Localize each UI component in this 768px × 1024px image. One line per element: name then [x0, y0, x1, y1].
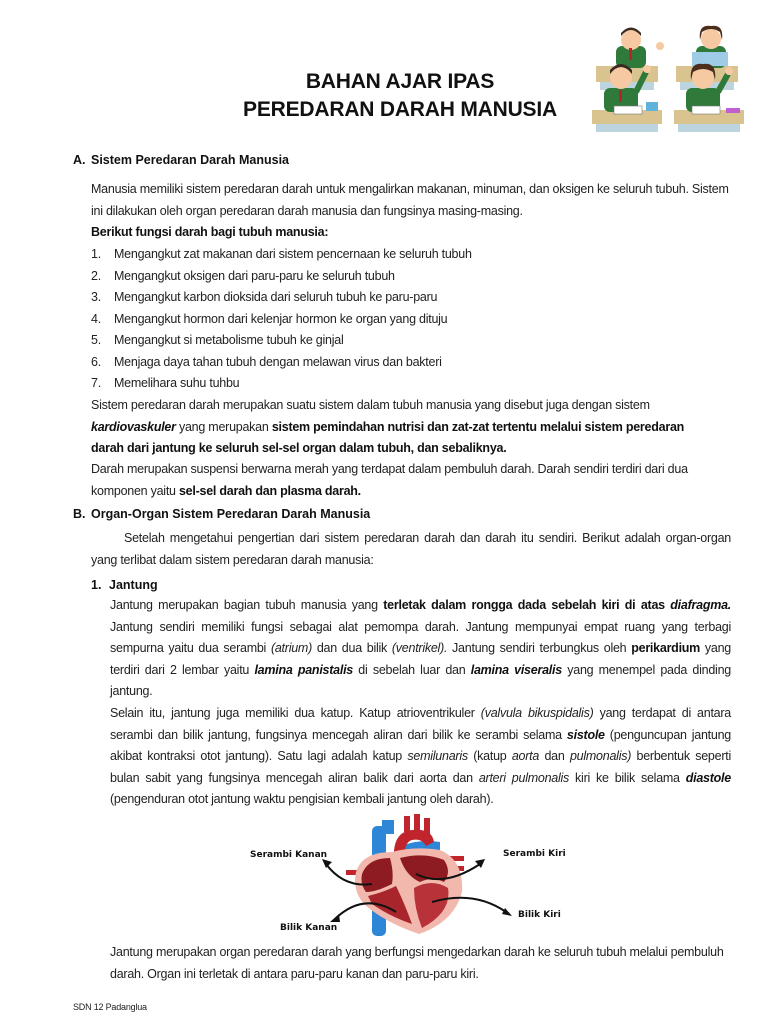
section-b-marker: B.	[73, 507, 86, 521]
functions-label: Berikut fungsi darah bagi tubuh manusia:	[91, 225, 329, 239]
section-a-heading	[73, 152, 289, 168]
heart-description-paragraph: Jantung merupakan bagian tubuh manusia yang terletak dalam rongga dada sebelah kiri di atas diafragma. Jantung sendiri memiliki fungsi sebagai alat pemompa darah. Jantung mempunyai empat ruang yang terbagi sempurna yaitu dua serambi (atrium) dan dua bilik (ventrikel). Jantung sendiri terbungkus oleh perikardium yang terdiri dari 2 lembar yaitu lamina panistalis di sebelah luar dan lamina viseralis yang menempel pada dinding jantung.	[110, 598, 731, 698]
section-b-title: Organ-Organ Sistem Peredaran Darah Manusia	[91, 507, 371, 521]
heart-valves-paragraph: Selain itu, jantung juga memiliki dua katup. Katup atrioventrikuler (valvula bikuspidalis) yang terdapat di antara serambi dan bilik jantung, fungsinya mencegah aliran dari bilik ke serambi selama sistole (penguncupan jantung akibat kontraksi otot jantung). Satu lagi adalah katup semilunaris (katup aorta dan pulmonalis) berbentuk seperti bulan sabit yang fungsinya mencegah aliran balik dari aorta dan arteri pulmonalis kiri ke bilik selama diastole (pengenduran otot jantung waktu pengisian kembali jantung oleh darah).	[110, 706, 732, 806]
list-item: 2. Mengangkut oksigen dari paru-paru ke seluruh tubuh	[91, 268, 395, 283]
label-serambi-kanan: Serambi Kanan	[250, 850, 328, 860]
label-bilik-kiri: Bilik Kiri	[518, 910, 561, 920]
label-bilik-kanan: Bilik Kanan	[280, 923, 338, 933]
footer-school-name: SDN 12 Padanglua	[73, 1002, 147, 1012]
section-b-intro: Setelah mengetahui pengertian dari sistem peredaran darah dan darah itu sendiri. Berikut adalah organ-organ yang terlibat dalam sistem peredaran darah manusia:	[91, 531, 731, 567]
students-illustration	[588, 22, 748, 134]
list-item: 5. Mengangkut si metabolisme tubuh ke ginjal	[91, 333, 344, 347]
blood-functions-list	[91, 244, 472, 395]
list-item: 7. Memelihara suhu tuhbu	[91, 376, 240, 390]
heart-diagram	[244, 812, 574, 937]
list-item: 4. Mengangkut hormon dari kelenjar hormon ke organ yang dituju	[91, 311, 448, 326]
term-kardiovaskuler: kardiovaskuler	[91, 419, 176, 434]
section-b-heading	[73, 506, 370, 522]
cardiovascular-paragraph: Sistem peredaran darah merupakan suatu sistem dalam tubuh manusia yang disebut juga dengan sistem kardiovaskuler yang merupakan sistem pemindahan nutrisi dan zat-zat tertentu melalui sistem peredaran darah dari jantung ke seluruh sel-sel organ dalam tubuh, dan sebaliknya.	[91, 398, 685, 455]
title-line-2: PEREDARAN DARAH MANUSIA	[243, 98, 557, 121]
section-a-title: Sistem Peredaran Darah Manusia	[91, 153, 289, 167]
organ-jantung-heading: 1. Jantung	[91, 578, 158, 592]
blood-definition-paragraph: Darah merupakan suspensi berwarna merah yang terdapat dalam pembuluh darah. Darah sendiri terdiri dari dua komponen yaitu sel-sel darah dan plasma darah.	[91, 462, 688, 498]
section-a-marker: A.	[73, 153, 86, 167]
heart-location-paragraph: Jantung merupakan organ peredaran darah yang berfungsi mengedarkan darah ke seluruh tubuh melalui pembuluh darah. Organ ini terletak di antara paru-paru kanan dan paru-paru kiri.	[110, 945, 724, 981]
list-item: 3. Mengangkut karbon dioksida dari seluruh tubuh ke paru-paru	[91, 290, 438, 304]
list-item: 1. Mengangkut zat makanan dari sistem pencernaan ke seluruh tubuh	[91, 247, 472, 261]
document-title	[200, 68, 600, 124]
list-item: 6. Menjaga daya tahan tubuh dengan melawan virus dan bakteri	[91, 354, 442, 369]
section-a-intro: Manusia memiliki sistem peredaran darah untuk mengalirkan makanan, minuman, dan oksigen ke seluruh tubuh. Sistem ini dilakukan oleh organ peredaran darah manusia dan fungsinya masing-masing.	[91, 182, 729, 218]
label-serambi-kiri: Serambi Kiri	[503, 849, 566, 859]
title-line-1: BAHAN AJAR IPAS	[305, 70, 495, 93]
